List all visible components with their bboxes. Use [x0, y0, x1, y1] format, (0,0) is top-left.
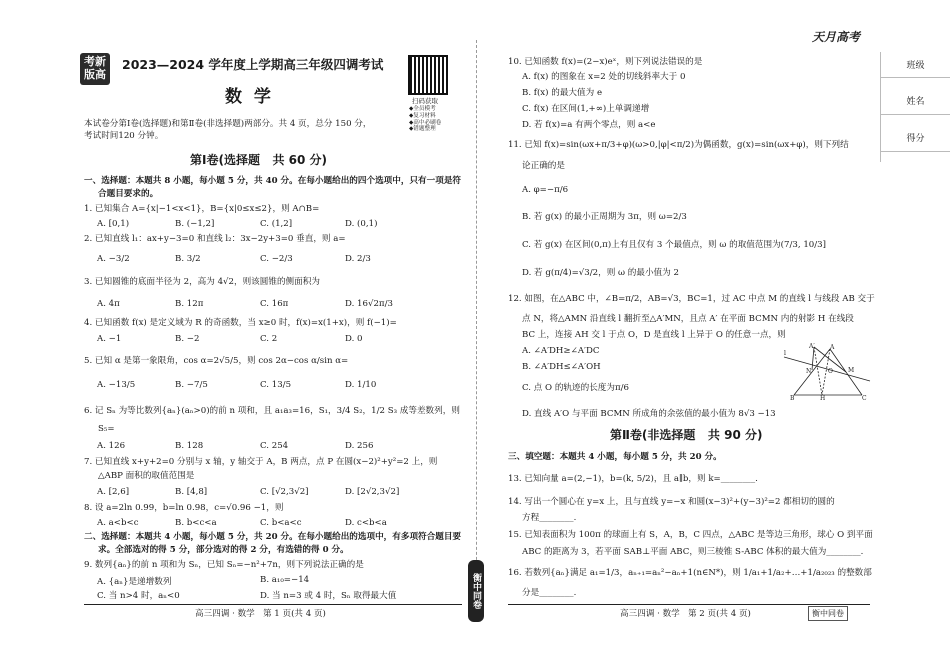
q10-option-c: C. f(x) 在区间(1,+∞)上单调递增	[522, 104, 650, 114]
field-class[interactable]	[881, 55, 950, 78]
segment-ac	[830, 349, 862, 395]
logo	[80, 53, 110, 85]
field-score[interactable]	[881, 127, 950, 152]
q7-option-b: B. [4,8]	[175, 487, 208, 497]
subject-title: 数 学	[225, 87, 271, 107]
q7-stem-2: △ABP 面积的取值范围是	[98, 471, 195, 481]
logo-line-1: 考新	[84, 55, 106, 68]
left-page	[0, 0, 470, 655]
q9-option-d: D. 当 n=3 或 4 时，Sₙ 取得最大值	[260, 591, 397, 601]
q12-option-d: D. 直线 A′O 与平面 BCMN 所成角的余弦值的最小值为 8√3 −13	[522, 409, 776, 419]
q4-option-d: D. 0	[345, 334, 363, 344]
q3-option-b: B. 12π	[175, 299, 204, 309]
segment-ab	[794, 349, 830, 395]
label-a: A	[830, 344, 835, 351]
part2-title: 第Ⅱ卷(非选择题 共 90 分)	[610, 428, 763, 442]
q6-option-a: A. 126	[97, 441, 126, 451]
q4-stem: 4. 已知函数 f(x) 是定义域为 R 的奇函数，当 x≥0 时，f(x)=x(1+x)，则 f(−1)=	[84, 318, 397, 328]
section2-header-2: 求。全部选对的得 5 分，部分选对的得 2 分，有选错的得 0 分。	[98, 545, 349, 555]
q3-option-c: C. 16π	[260, 299, 289, 309]
q10-stem: 10. 已知函数 f(x)=(2−x)eˣ，则下列说法错误的是	[508, 57, 703, 67]
q6-stem: 6. 记 Sₙ 为等比数列{aₙ}(aₙ>0)的前 n 项和，且 a₁a₃=16，S₁，3/4 S₂，1/2 S₃ 成等差数列，则	[84, 406, 460, 416]
q7-option-c: C. [√2,3√2]	[260, 487, 309, 497]
label-l: l	[784, 350, 786, 357]
section1-header-2: 合题目要求的。	[98, 189, 159, 199]
q12-stem-2: 点 N，将△AMN 沿直线 l 翻折至△A′MN，且点 A′ 在平面 BCMN 内的射影 H 在线段	[522, 314, 854, 324]
page1-footer: 高三四调 · 数学 第 1 页(共 4 页)	[195, 609, 326, 619]
line-l	[784, 357, 870, 381]
label-n: N	[806, 368, 812, 375]
q3-stem: 3. 已知圆锥的底面半径为 2，高为 4√2，则该圆锥的侧面积为	[84, 277, 320, 287]
label-c: C	[862, 395, 867, 401]
q2-option-b: B. 3/2	[175, 254, 201, 264]
q8-option-c: C. b<a<c	[260, 518, 302, 528]
q11-option-d: D. 若 g(π/4)=√3/2，则 ω 的最小值为 2	[522, 268, 679, 278]
q10-option-b: B. f(x) 的最大值为 e	[522, 88, 603, 98]
q8-option-b: B. b<c<a	[175, 518, 217, 528]
qr-notes	[409, 106, 441, 133]
q6-option-d: D. 256	[345, 441, 374, 451]
q13: 13. 已知向量 a=(2,−1)，b=(k, 5/2)，且 a∥b，则 k=________.	[508, 474, 758, 484]
footer-rule-right	[508, 604, 870, 605]
q3-option-a: A. 4π	[97, 299, 120, 309]
q2-option-d: D. 2/3	[345, 254, 371, 264]
q9-option-c: C. 当 n>4 时，aₙ<0	[97, 591, 180, 601]
q12-geometry-figure	[782, 343, 872, 401]
segment-a-prime-h	[814, 347, 822, 395]
part1-title: 第Ⅰ卷(选择题 共 60 分)	[190, 153, 328, 167]
brand-logo: 天月高考	[812, 30, 861, 44]
q16: 16. 若数列{aₙ}满足 a₁=1/3，aₙ₊₁=aₙ²−aₙ+1(n∈N*)，则 1/a₁+1/a₂+…+1/a₂₀₂₃ 的整数部	[508, 568, 872, 578]
q7-stem: 7. 已知直线 x+y+2=0 分别与 x 轴，y 轴交于 A，B 两点，点 P 在圆(x−2)²+y²=2 上，则	[84, 457, 438, 467]
center-stamp: 衡中同卷	[468, 560, 484, 622]
q15: 15. 已知表面积为 100π 的球面上有 S，A，B，C 四点，△ABC 是等边三角形，球心 O 到平面	[508, 530, 873, 540]
logo-line-2: 版高	[84, 68, 106, 81]
q3-option-d: D. 16√2π/3	[345, 299, 393, 309]
q11-stem-2: 论正确的是	[522, 161, 565, 171]
q12-stem: 12. 如图，在△ABC 中，∠B=π/2，AB=√3，BC=1，过 AC 中点 M 的直线 l 与线段 AB 交于	[508, 294, 875, 304]
q4-option-a: A. −1	[97, 334, 122, 344]
qr-note: ◆复习材料	[409, 112, 436, 119]
right-page	[490, 0, 880, 655]
qr-note: ◆高中必刷卷	[409, 119, 442, 126]
q8-stem: 8. 设 a=2ln 0.99，b=ln 0.98，c=√0.96 −1，则	[84, 503, 284, 513]
label-o: O	[828, 368, 833, 375]
q8-option-a: A. a<b<c	[97, 518, 139, 528]
field-class-label: 班级	[906, 61, 925, 71]
q1-option-a: A. [0,1)	[97, 219, 130, 229]
q14: 14. 写出一个圆心在 y=x 上，且与直线 y=−x 和圆(x−3)²+(y−3)²=2 都相切的圆的	[508, 497, 835, 507]
section2-header: 二、选择题：本题共 4 小题，每小题 5 分，共 20 分。在每小题给出的选项中，有多项符合题目要	[84, 532, 462, 542]
footer-rule-left	[84, 604, 462, 605]
q10-option-d: D. 若 f(x)=a 有两个零点，则 a<e	[522, 120, 656, 130]
q1-option-b: B. (−1,2]	[175, 219, 215, 229]
label-m: M	[848, 367, 855, 374]
section3-header: 三、填空题：本题共 4 小题，每小题 5 分，共 20 分。	[508, 452, 722, 462]
q11-option-b: B. 若 g(x) 的最小正周期为 3π，则 ω=2/3	[522, 212, 687, 222]
q5-option-b: B. −7/5	[175, 380, 208, 390]
exam-title: 2023—2024 学年度上学期高三年级四调考试	[122, 57, 384, 72]
page2-footer: 高三四调 · 数学 第 2 页(共 4 页)	[620, 609, 751, 619]
q11-option-a: A. φ=−π/6	[522, 185, 569, 195]
field-name[interactable]	[881, 90, 950, 115]
q9-option-b: B. a₁₀=−14	[260, 575, 310, 585]
q2-stem: 2. 已知直线 l₁：ax+y−3=0 和直线 l₂：3x−2y+3=0 垂直，则 a=	[84, 234, 346, 244]
q14-line-2: 方程________.	[522, 513, 577, 523]
field-name-label: 姓名	[906, 97, 925, 107]
field-score-label: 得分	[906, 134, 925, 144]
section1-header: 一、选择题：本题共 8 小题，每小题 5 分，共 40 分。在每小题给出的四个选项中，只有一项是符	[84, 176, 462, 186]
q7-option-d: D. [2√2,3√2]	[345, 487, 400, 497]
q6-option-b: B. 128	[175, 441, 204, 451]
label-h: H	[820, 395, 826, 401]
q7-option-a: A. [2,6]	[97, 487, 130, 497]
q12-stem-3: BC 上，连接 AH 交 l 于点 O，D 是直线 l 上异于 O 的任意一点，则	[522, 330, 786, 340]
q6-stem-2: S₅=	[98, 424, 115, 434]
q9-option-a: A. {aₙ}是递增数列	[97, 577, 172, 587]
q5-option-c: C. 13/5	[260, 380, 292, 390]
q4-option-b: B. −2	[175, 334, 200, 344]
q9-stem: 9. 数列{aₙ}的前 n 项和为 Sₙ，已知 Sₙ=−n²+7n，则下列说法正确的是	[84, 560, 364, 570]
intro-line-1: 本试卷分第Ⅰ卷(选择题)和第Ⅱ卷(非选择题)两部分。共 4 页，总分 150 分，	[84, 119, 372, 129]
q11-option-c: C. 若 g(x) 在区间(0,π)上有且仅有 3 个最值点，则 ω 的取值范围为(7/3, 10/3]	[522, 240, 826, 250]
label-a-prime: A′	[809, 343, 815, 350]
qr-code[interactable]	[408, 55, 448, 95]
q8-option-d: D. c<b<a	[345, 518, 387, 528]
q2-option-c: C. −2/3	[260, 254, 293, 264]
q12-option-a: A. ∠A′DH≥∠A′DC	[522, 346, 600, 356]
q11-stem: 11. 已知 f(x)=sin(ωx+π/3+φ)(ω>0,|φ|<π/2)为偶函数，g(x)=sin(ωx+φ)，则下列结	[508, 140, 849, 150]
qr-caption: 扫码获取	[412, 97, 438, 105]
q12-option-b: B. ∠A′DH≤∠A′OH	[522, 362, 601, 372]
footer-stamp: 衡中同卷	[808, 606, 848, 621]
q1-option-d: D. (0,1)	[345, 219, 378, 229]
q4-option-c: C. 2	[260, 334, 278, 344]
q16-line-2: 分是________.	[522, 588, 577, 598]
q5-option-a: A. −13/5	[97, 380, 136, 390]
intro-line-2: 考试时间120 分钟。	[84, 131, 164, 141]
q1-option-c: C. (1,2]	[260, 219, 293, 229]
q15-line-2: ABC 的距离为 3，若平面 SAB⊥平面 ABC，则三棱锥 S-ABC 体积的最大值为________.	[522, 547, 864, 557]
qr-note: ◆全员模考	[409, 106, 436, 112]
q5-option-d: D. 1/10	[345, 380, 377, 390]
q12-option-c: C. 点 O 的轨迹的长度为π/6	[522, 383, 630, 393]
q1-stem: 1. 已知集合 A={x|−1<x<1}，B={x|0≤x≤2}，则 A∩B=	[84, 204, 320, 214]
segment-a-prime-n	[812, 347, 814, 370]
label-b: B	[790, 395, 795, 401]
q2-option-a: A. −3/2	[97, 254, 130, 264]
q10-option-a: A. f(x) 的图象在 x=2 处的切线斜率大于 0	[522, 72, 686, 82]
q6-option-c: C. 254	[260, 441, 289, 451]
qr-note: ◆错题整理	[409, 126, 436, 133]
center-divider	[476, 40, 477, 600]
q5-stem: 5. 已知 α 是第一象限角，cos α=2√5/5，则 cos 2α−cos α/sin α=	[84, 356, 349, 366]
